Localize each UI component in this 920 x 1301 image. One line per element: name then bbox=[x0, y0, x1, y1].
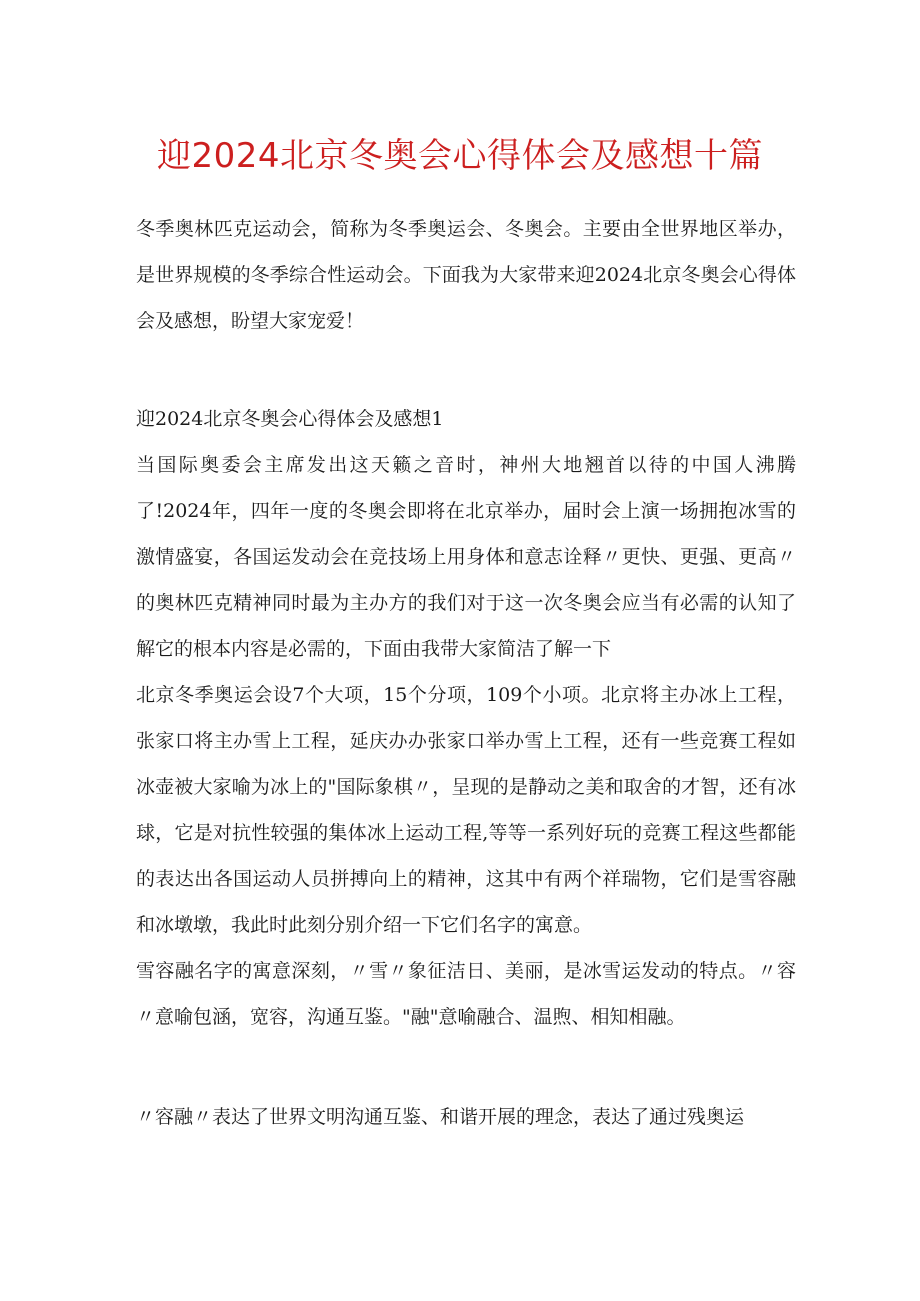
section-heading: 迎2024北京冬奥会心得体会及感想1 bbox=[136, 408, 444, 430]
intro-paragraph: 冬季奥林匹克运动会，简称为冬季奥运会、冬奥会。主要由全世界地区举办，是世界规模的冬季综合性运动会。下面我为大家带来迎2024北京冬奥会心得体会及感想，盼望大家宠爱！ bbox=[136, 218, 796, 332]
body-paragraph: 雪容融名字的寓意深刻，〃雪〃象征洁日、美丽，是冰雪运发动的特点。〃容〃意喻包涵，宽容，沟通互鉴。"融"意喻融合、温煦、相知相融。 bbox=[136, 960, 796, 1028]
body-paragraph: 〃容融〃表达了世界文明沟通互鉴、和谐开展的理念，表达了通过残奥运 bbox=[136, 1106, 745, 1128]
body-paragraph: 当国际奥委会主席发出这天籁之音时，神州大地翘首以待的中国人沸腾了!2024年，四年一度的冬奥会即将在北京举办，届时会上演一场拥抱冰雪的激情盛宴，各国运发动会在竞技场上用身体和意志诠释〃更快、更强、更高〃的奥林匹克精神同时最为主办方的我们对于这一次冬奥会应当有必需的认知了解它的根本内容是必需的，下面由我带大家简洁了解一下 bbox=[136, 454, 796, 660]
document-title: 迎2024北京冬奥会心得体会及感想十篇 bbox=[156, 136, 764, 176]
body-paragraph: 北京冬季奥运会设7个大项，15个分项，109个小项。北京将主办冰上工程，张家口将主办雪上工程，延庆办办张家口举办雪上工程，还有一些竞赛工程如冰壶被大家喻为冰上的"国际象棋〃，呈现的是静动之美和取舍的才智，还有冰球，它是对抗性较强的集体冰上运动工程,等等一系列好玩的竞赛工程这些都能的表达出各国运动人员拼搏向上的精神，这其中有两个祥瑞物，它们是雪容融和冰墩墩，我此时此刻分别介绍一下它们名字的寓意。 bbox=[136, 684, 796, 936]
